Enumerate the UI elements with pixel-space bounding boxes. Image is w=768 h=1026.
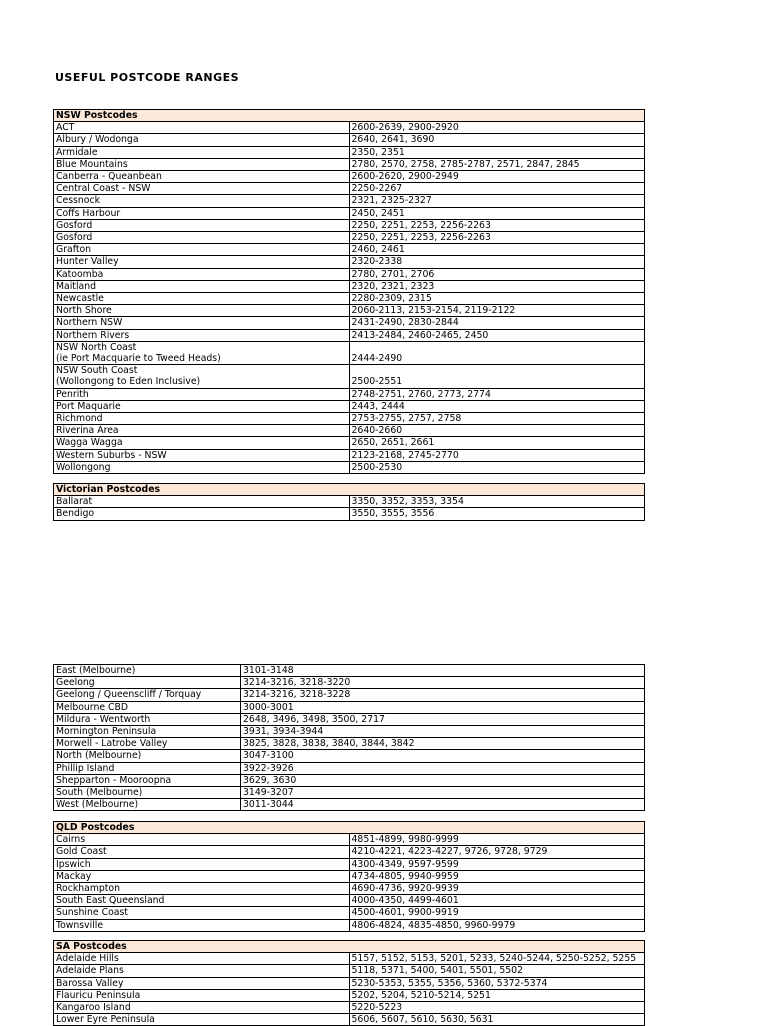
table-row [54,977,645,989]
region-cell: Ballarat [54,496,350,508]
region-label-line: (Wollongong to Eden Inclusive) [56,376,201,388]
postcode-cell: 5606, 5607, 5610, 5630, 5631 [349,1014,645,1026]
postcode-cell: 3047-3100 [241,750,645,762]
table-row [54,449,645,461]
section-header: QLD Postcodes [54,822,645,834]
postcode-cell: 4500-4601, 9900-9919 [349,907,645,919]
table-row [54,496,645,508]
region-cell: Flauricu Peninsula [54,989,350,1001]
region-cell: Adelaide Plans [54,965,350,977]
table-row [54,750,645,762]
region-cell: Grafton [54,244,350,256]
region-cell: ACT [54,122,350,134]
region-cell [54,365,350,388]
region-cell: North (Melbourne) [54,750,241,762]
table-row [54,787,645,799]
postcode-cell: 2600-2639, 2900-2920 [349,122,645,134]
region-cell: Townsville [54,919,350,931]
postcode-cell: 2780, 2570, 2758, 2785-2787, 2571, 2847, 2845 [349,158,645,170]
postcode-cell: 5118, 5371, 5400, 5401, 5501, 5502 [349,965,645,977]
section-header-row [54,941,645,953]
sa-postcode-table [53,940,645,1026]
region-cell: Gosford [54,219,350,231]
table-row [54,689,645,701]
region-cell: Bendigo [54,508,350,520]
table-row [54,774,645,786]
table-row [54,425,645,437]
region-cell: Lower Eyre Peninsula [54,1014,350,1026]
region-cell: Rockhampton [54,883,350,895]
postcode-cell: 3101-3148 [241,665,645,677]
table-row [54,846,645,858]
postcode-cell: 5220-5223 [349,1002,645,1014]
region-cell: Albury / Wodonga [54,134,350,146]
table-row [54,895,645,907]
region-cell [54,341,350,364]
region-cell: Barossa Valley [54,977,350,989]
table-row [54,207,645,219]
postcode-cell: 4690-4736, 9920-9939 [349,883,645,895]
postcode-cell: 3214-3216, 3218-3228 [241,689,645,701]
qld-postcode-table [53,821,645,932]
region-label-line: NSW North Coast [56,341,137,353]
table-row [54,907,645,919]
nsw-postcode-table [53,109,645,474]
table-row [54,305,645,317]
region-cell: Katoomba [54,268,350,280]
table-row [54,365,645,388]
region-cell: Coffs Harbour [54,207,350,219]
region-cell: West (Melbourne) [54,799,241,811]
table-row [54,171,645,183]
postcode-cell: 2444-2490 [349,341,645,364]
table-row [54,232,645,244]
postcode-cell: 3550, 3555, 3556 [349,508,645,520]
table-row [54,413,645,425]
table-row [54,508,645,520]
postcode-cell: 2780, 2701, 2706 [349,268,645,280]
table-row [54,989,645,1001]
region-cell: Wollongong [54,461,350,473]
postcode-cell: 5202, 5204, 5210-5214, 5251 [349,989,645,1001]
region-cell: Penrith [54,388,350,400]
table-row [54,183,645,195]
postcode-cell: 4000-4350, 4499-4601 [349,895,645,907]
section-header-row [54,484,645,496]
table-row [54,329,645,341]
table-row [54,400,645,412]
postcode-cell: 2443, 2444 [349,400,645,412]
postcode-cell: 2320, 2321, 2323 [349,280,645,292]
region-cell: Northern Rivers [54,329,350,341]
table-row [54,388,645,400]
table-row [54,244,645,256]
postcode-cell: 2753-2755, 2757, 2758 [349,413,645,425]
postcode-cell: 4210-4221, 4223-4227, 9726, 9728, 9729 [349,846,645,858]
region-cell: Armidale [54,146,350,158]
table-row [54,738,645,750]
postcode-cell: 2640, 2641, 3690 [349,134,645,146]
table-row [54,713,645,725]
postcode-cell: 2123-2168, 2745-2770 [349,449,645,461]
region-cell: Ipswich [54,858,350,870]
region-cell: Riverina Area [54,425,350,437]
postcode-cell: 2500-2551 [349,365,645,388]
region-cell: Canberra - Queanbean [54,171,350,183]
table-row [54,461,645,473]
region-cell: Mildura - Wentworth [54,713,241,725]
region-label-line: NSW South Coast [56,365,138,377]
postcode-cell: 2640-2660 [349,425,645,437]
table-row [54,762,645,774]
table-row [54,268,645,280]
section-header-row [54,110,645,122]
postcode-cell: 3931, 3934-3944 [241,726,645,738]
postcode-cell: 5157, 5152, 5153, 5201, 5233, 5240-5244, 5250-5252, 5255 [349,953,645,965]
table-row [54,953,645,965]
region-cell: Blue Mountains [54,158,350,170]
postcode-cell: 3000-3001 [241,701,645,713]
region-cell: Cessnock [54,195,350,207]
table-row [54,665,645,677]
postcode-cell: 2250, 2251, 2253, 2256-2263 [349,232,645,244]
postcode-cell: 2748-2751, 2760, 2773, 2774 [349,388,645,400]
table-row [54,146,645,158]
postcode-cell: 4851-4899, 9980-9999 [349,834,645,846]
postcode-cell: 2431-2490, 2830-2844 [349,317,645,329]
table-row [54,1002,645,1014]
postcode-cell: 4806-4824, 4835-4850, 9960-9979 [349,919,645,931]
region-cell: Mackay [54,870,350,882]
region-cell: Maitland [54,280,350,292]
vic-postcode-table [53,483,645,521]
postcode-cell: 2450, 2451 [349,207,645,219]
region-cell: East (Melbourne) [54,665,241,677]
table-row [54,219,645,231]
postcode-cell: 2350, 2351 [349,146,645,158]
region-cell: Adelaide Hills [54,953,350,965]
postcode-cell: 3011-3044 [241,799,645,811]
postcode-cell: 2648, 3496, 3498, 3500, 2717 [241,713,645,725]
table-row [54,870,645,882]
postcode-cell: 3214-3216, 3218-3220 [241,677,645,689]
region-cell: Gold Coast [54,846,350,858]
table-row [54,195,645,207]
section-header: NSW Postcodes [54,110,645,122]
table-row [54,437,645,449]
postcode-cell: 4300-4349, 9597-9599 [349,858,645,870]
postcode-cell: 2250, 2251, 2253, 2256-2263 [349,219,645,231]
table-row [54,883,645,895]
postcode-cell: 3825, 3828, 3838, 3840, 3844, 3842 [241,738,645,750]
table-row [54,965,645,977]
region-cell: Geelong [54,677,241,689]
table-row [54,158,645,170]
table-row [54,677,645,689]
postcode-cell: 2280-2309, 2315 [349,293,645,305]
region-cell: Gosford [54,232,350,244]
region-cell: Sunshine Coast [54,907,350,919]
table-row [54,280,645,292]
section-header: Victorian Postcodes [54,484,645,496]
table-row [54,726,645,738]
postcode-cell: 2650, 2651, 2661 [349,437,645,449]
postcode-cell: 4734-4805, 9940-9959 [349,870,645,882]
table-row [54,256,645,268]
region-cell: Wagga Wagga [54,437,350,449]
table-row [54,834,645,846]
table-row [54,1014,645,1026]
postcode-cell: 2600-2620, 2900-2949 [349,171,645,183]
postcode-cell: 2500-2530 [349,461,645,473]
region-cell: South (Melbourne) [54,787,241,799]
region-cell: Port Maquarie [54,400,350,412]
postcode-cell: 5230-5353, 5355, 5356, 5360, 5372-5374 [349,977,645,989]
table-row [54,701,645,713]
postcode-cell: 3922-3926 [241,762,645,774]
region-cell: South East Queensland [54,895,350,907]
region-cell: Cairns [54,834,350,846]
vic-postcode-table-continued [53,664,645,811]
table-row [54,317,645,329]
table-row [54,134,645,146]
section-header: SA Postcodes [54,941,645,953]
region-label-line: (ie Port Macquarie to Tweed Heads) [56,353,221,365]
region-cell: Northern NSW [54,317,350,329]
region-cell: Western Suburbs - NSW [54,449,350,461]
region-cell: Kangaroo Island [54,1002,350,1014]
table-row [54,293,645,305]
table-row [54,858,645,870]
postcode-cell: 2250-2267 [349,183,645,195]
region-cell: Melbourne CBD [54,701,241,713]
region-cell: Mornington Peninsula [54,726,241,738]
table-row [54,122,645,134]
postcode-cell: 3149-3207 [241,787,645,799]
region-cell: North Shore [54,305,350,317]
postcode-cell: 2320-2338 [349,256,645,268]
region-cell: Phillip Island [54,762,241,774]
section-header-row [54,822,645,834]
postcode-cell: 2060-2113, 2153-2154, 2119-2122 [349,305,645,317]
postcode-cell: 3350, 3352, 3353, 3354 [349,496,645,508]
region-cell: Central Coast - NSW [54,183,350,195]
region-cell: Richmond [54,413,350,425]
postcode-cell: 2321, 2325-2327 [349,195,645,207]
page-title: USEFUL POSTCODE RANGES [55,71,240,84]
postcode-cell: 2460, 2461 [349,244,645,256]
region-cell: Morwell - Latrobe Valley [54,738,241,750]
table-row [54,919,645,931]
region-cell: Hunter Valley [54,256,350,268]
postcode-cell: 2413-2484, 2460-2465, 2450 [349,329,645,341]
table-row [54,799,645,811]
region-cell: Newcastle [54,293,350,305]
table-row [54,341,645,364]
postcode-cell: 3629, 3630 [241,774,645,786]
region-cell: Shepparton - Mooroopna [54,774,241,786]
region-cell: Geelong / Queenscliff / Torquay [54,689,241,701]
